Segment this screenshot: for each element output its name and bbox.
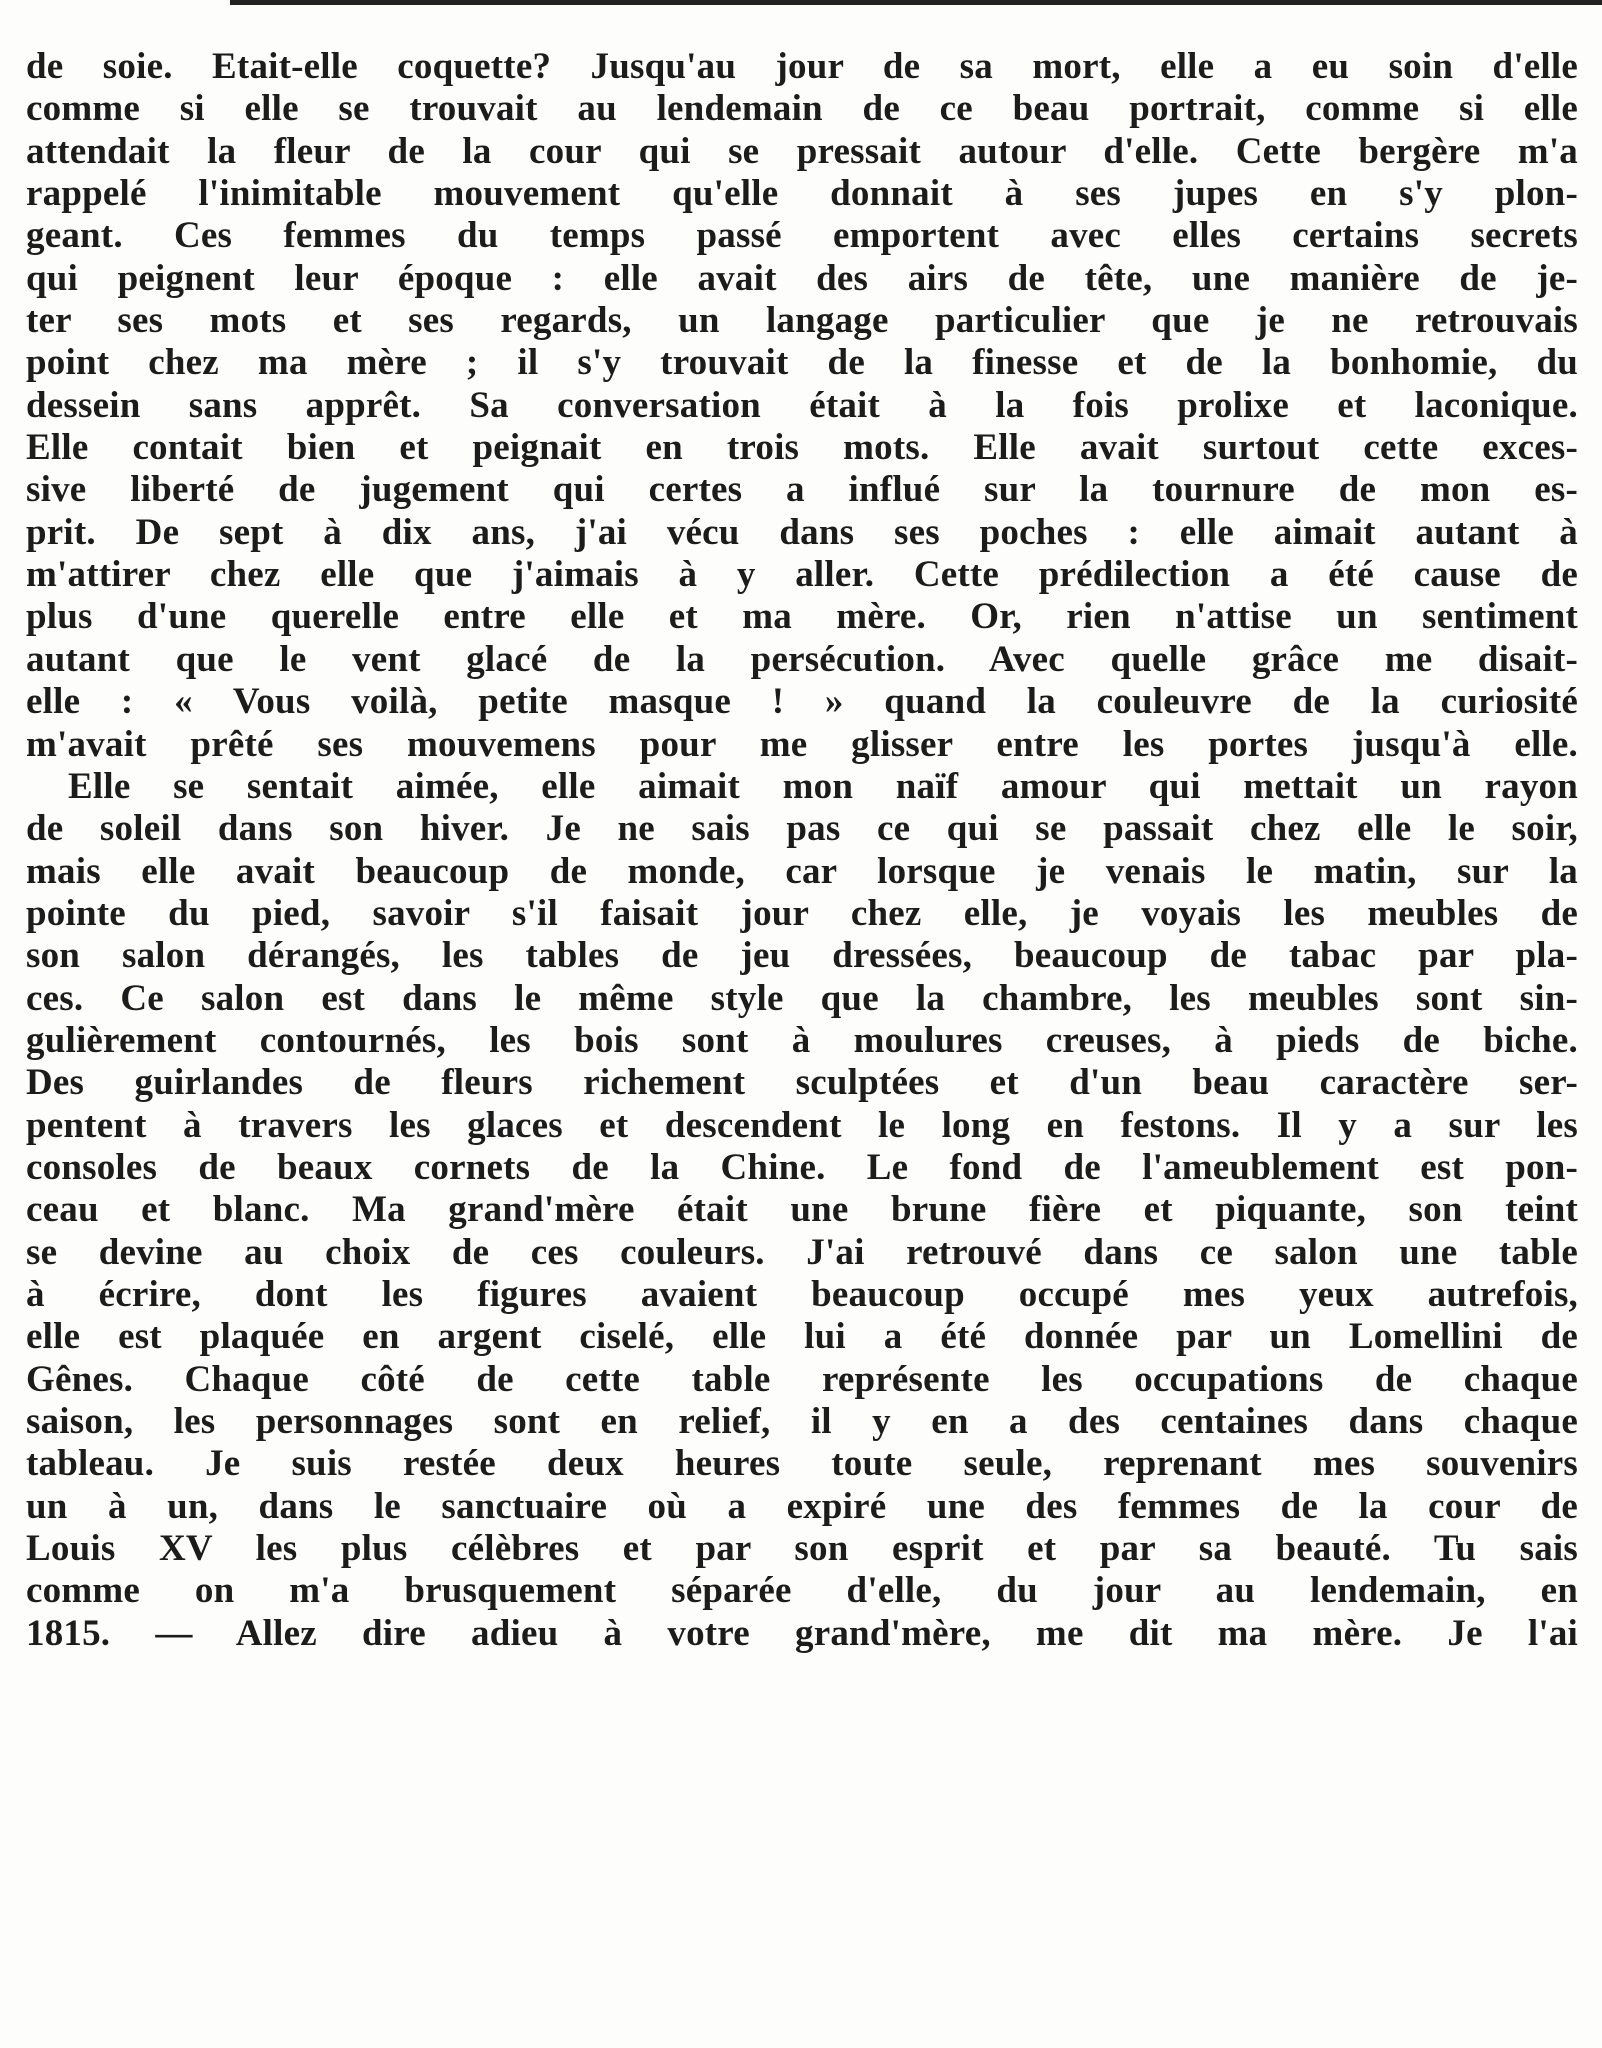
text-line: plus d'une querelle entre elle et ma mère. Or, rien n'attise un sentiment <box>26 596 1578 638</box>
text-line: ter ses mots et ses regards, un langage particulier que je ne retrouvais <box>26 300 1578 342</box>
text-line: m'avait prêté ses mouvemens pour me glisser entre les portes jusqu'à elle. <box>26 723 1578 765</box>
text-line: autant que le vent glacé de la persécution. Avec quelle grâce me disait- <box>26 638 1578 680</box>
text-line: comme si elle se trouvait au lendemain de ce beau portrait, comme si elle <box>26 88 1578 130</box>
text-line: consoles de beaux cornets de la Chine. Le fond de l'ameublement est pon- <box>26 1146 1578 1188</box>
text-line: elle est plaquée en argent ciselé, elle lui a été donnée par un Lomellini de <box>26 1316 1578 1358</box>
paragraph-first-line: Elle se sentait aimée, elle aimait mon naïf amour qui mettait un rayon <box>68 765 1578 807</box>
text-line: Gênes. Chaque côté de cette table représente les occupations de chaque <box>26 1358 1578 1400</box>
text-line: attendait la fleur de la cour qui se pressait autour d'elle. Cette bergère m'a <box>26 130 1578 172</box>
text-line: qui peignent leur époque : elle avait des airs de tête, une manière de je- <box>26 257 1578 299</box>
column-top-rule <box>230 0 1602 5</box>
text-line: de soie. Etait-elle coquette? Jusqu'au jour de sa mort, elle a eu soin d'elle <box>26 46 1578 87</box>
text-line: geant. Ces femmes du temps passé emportent avec elles certains secrets <box>26 215 1578 257</box>
text-line: son salon dérangés, les tables de jeu dressées, beaucoup de tabac par pla- <box>26 935 1578 977</box>
text-line: 1815. — Allez dire adieu à votre grand'mère, me dit ma mère. Je l'ai <box>26 1612 1578 1654</box>
text-line: se devine au choix de ces couleurs. J'ai retrouvé dans ce salon une table <box>26 1231 1578 1273</box>
article-column <box>26 46 1578 1655</box>
text-line: prit. De sept à dix ans, j'ai vécu dans ses poches : elle aimait autant à <box>26 511 1578 553</box>
text-line: gulièrement contournés, les bois sont à moulures creuses, à pieds de biche. <box>26 1019 1578 1061</box>
text-line: de soleil dans son hiver. Je ne sais pas ce qui se passait chez elle le soir, <box>26 808 1578 850</box>
text-line: Louis XV les plus célèbres et par son esprit et par sa beauté. Tu sais <box>26 1528 1578 1570</box>
text-line: ces. Ce salon est dans le même style que la chambre, les meubles sont sin- <box>26 977 1578 1019</box>
text-line: m'attirer chez elle que j'aimais à y aller. Cette prédilection a été cause de <box>26 554 1578 596</box>
text-line: pentent à travers les glaces et descendent le long en festons. Il y a sur les <box>26 1104 1578 1146</box>
text-line: comme on m'a brusquement séparée d'elle, du jour au lendemain, en <box>26 1570 1578 1612</box>
text-line: mais elle avait beaucoup de monde, car lorsque je venais le matin, sur la <box>26 850 1578 892</box>
text-line: un à un, dans le sanctuaire où a expiré une des femmes de la cour de <box>26 1485 1578 1527</box>
text-line: ceau et blanc. Ma grand'mère était une brune fière et piquante, son teint <box>26 1189 1578 1231</box>
text-line: elle : « Vous voilà, petite masque ! » quand la couleuvre de la curiosité <box>26 681 1578 723</box>
text-line: tableau. Je suis restée deux heures toute seule, reprenant mes souvenirs <box>26 1443 1578 1485</box>
text-line: dessein sans apprêt. Sa conversation était à la fois prolixe et laconique. <box>26 384 1578 426</box>
text-line: pointe du pied, savoir s'il faisait jour chez elle, je voyais les meubles de <box>26 892 1578 934</box>
text-line: point chez ma mère ; il s'y trouvait de la finesse et de la bonhomie, du <box>26 342 1578 384</box>
text-line: rappelé l'inimitable mouvement qu'elle donnait à ses jupes en s'y plon- <box>26 173 1578 215</box>
text-line: à écrire, dont les figures avaient beaucoup occupé mes yeux autrefois, <box>26 1273 1578 1315</box>
text-line: Des guirlandes de fleurs richement sculptées et d'un beau caractère ser- <box>26 1062 1578 1104</box>
text-line: sive liberté de jugement qui certes a influé sur la tournure de mon es- <box>26 469 1578 511</box>
text-line: Elle contait bien et peignait en trois mots. Elle avait surtout cette exces- <box>26 427 1578 469</box>
text-line: saison, les personnages sont en relief, il y en a des centaines dans chaque <box>26 1401 1578 1442</box>
